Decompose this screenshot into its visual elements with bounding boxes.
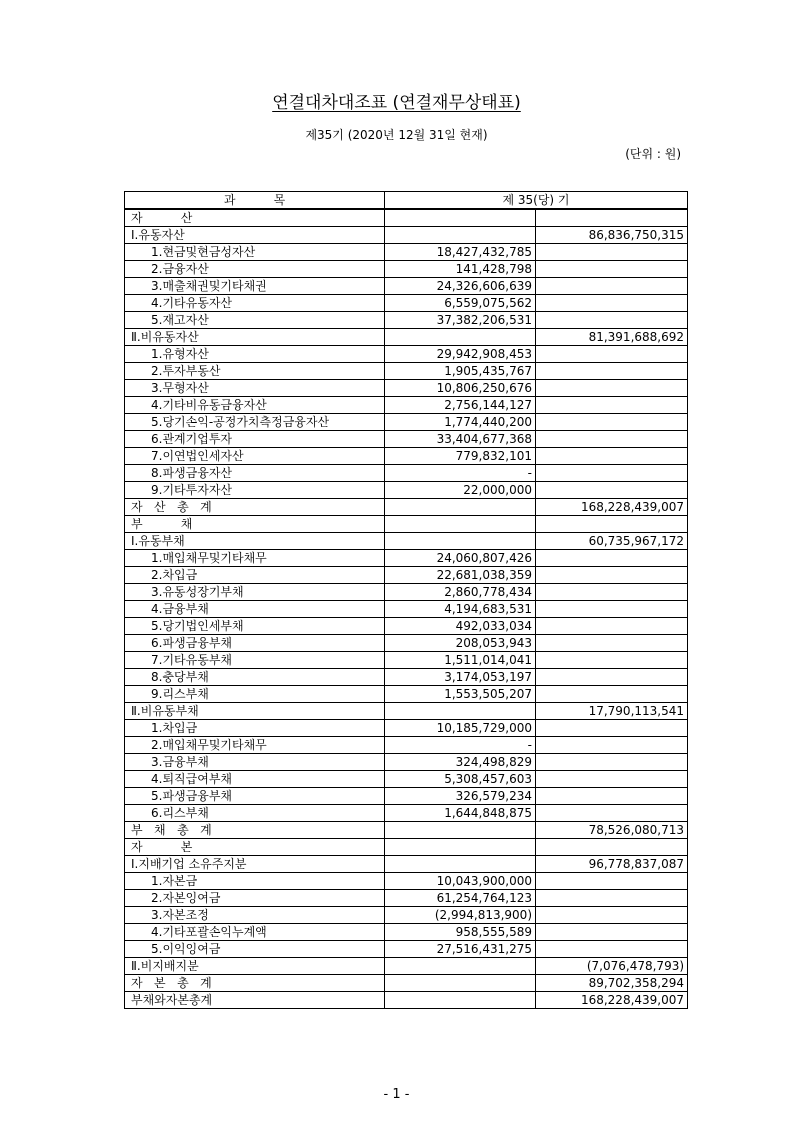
table-row: [125, 941, 688, 958]
account-label: 자 본 총 계: [125, 975, 385, 992]
account-label: 1.매입채무및기타채무: [125, 550, 385, 567]
table-row: [125, 652, 688, 669]
table-row: [125, 618, 688, 635]
account-label: 1.자본금: [125, 873, 385, 890]
account-label: 4.기타비유동금융자산: [125, 397, 385, 414]
table-row: [125, 533, 688, 550]
detail-amount: [385, 839, 536, 856]
detail-amount: 24,326,606,639: [385, 278, 536, 295]
total-amount: [536, 652, 688, 669]
table-row: [125, 890, 688, 907]
table-body: [125, 209, 688, 1009]
total-amount: [536, 244, 688, 261]
account-label: 5.당기법인세부채: [125, 618, 385, 635]
account-label: 6.관계기업투자: [125, 431, 385, 448]
account-label: 3.자본조정: [125, 907, 385, 924]
account-label: 4.금융부채: [125, 601, 385, 618]
detail-amount: 10,043,900,000: [385, 873, 536, 890]
total-amount: 17,790,113,541: [536, 703, 688, 720]
header-period: 제 35(당) 기: [385, 192, 688, 210]
account-label: Ⅰ.지배기업 소유주지분: [125, 856, 385, 873]
detail-amount: [385, 822, 536, 839]
detail-amount: (2,994,813,900): [385, 907, 536, 924]
detail-amount: 326,579,234: [385, 788, 536, 805]
table-header-row: [125, 192, 688, 210]
total-amount: [536, 465, 688, 482]
total-amount: [536, 890, 688, 907]
currency-unit: (단위 : 원): [625, 147, 681, 161]
account-label: 부채와자본총계: [125, 992, 385, 1009]
balance-sheet-table: [124, 191, 688, 1009]
total-amount: [536, 414, 688, 431]
account-label: 4.기타유동자산: [125, 295, 385, 312]
total-amount: [536, 805, 688, 822]
total-amount: [536, 482, 688, 499]
detail-amount: [385, 856, 536, 873]
table-row: [125, 771, 688, 788]
account-label: 3.매출채권및기타채권: [125, 278, 385, 295]
total-amount: 81,391,688,692: [536, 329, 688, 346]
table-row: [125, 329, 688, 346]
table-row: [125, 788, 688, 805]
total-amount: [536, 601, 688, 618]
detail-amount: [385, 975, 536, 992]
total-amount: [536, 788, 688, 805]
table-row: [125, 822, 688, 839]
account-label: 5.재고자산: [125, 312, 385, 329]
account-label: 자 본: [125, 839, 385, 856]
table-row: [125, 567, 688, 584]
total-amount: (7,076,478,793): [536, 958, 688, 975]
table-row: [125, 414, 688, 431]
detail-amount: 1,905,435,767: [385, 363, 536, 380]
detail-amount: 208,053,943: [385, 635, 536, 652]
account-label: 부 채 총 계: [125, 822, 385, 839]
header-item: 과 목: [125, 192, 385, 210]
total-amount: [536, 312, 688, 329]
detail-amount: 1,553,505,207: [385, 686, 536, 703]
total-amount: [536, 431, 688, 448]
detail-amount: 1,644,848,875: [385, 805, 536, 822]
detail-amount: -: [385, 465, 536, 482]
account-label: 2.차입금: [125, 567, 385, 584]
total-amount: [536, 380, 688, 397]
total-amount: [536, 839, 688, 856]
account-label: 6.파생금융부채: [125, 635, 385, 652]
table-row: [125, 669, 688, 686]
detail-amount: 6,559,075,562: [385, 295, 536, 312]
detail-amount: 2,756,144,127: [385, 397, 536, 414]
detail-amount: [385, 533, 536, 550]
document-title: [0, 92, 793, 114]
account-label: 9.기타투자자산: [125, 482, 385, 499]
detail-amount: 4,194,683,531: [385, 601, 536, 618]
detail-amount: 1,511,014,041: [385, 652, 536, 669]
total-amount: [536, 261, 688, 278]
account-label: 2.매입채무및기타채무: [125, 737, 385, 754]
detail-amount: 10,806,250,676: [385, 380, 536, 397]
table-row: [125, 363, 688, 380]
table-row: [125, 380, 688, 397]
detail-amount: [385, 499, 536, 516]
account-label: 1.유형자산: [125, 346, 385, 363]
document-title-text: 연결대차대조표 (연결재무상태표): [272, 93, 521, 113]
detail-amount: [385, 958, 536, 975]
account-label: Ⅱ.비유동자산: [125, 329, 385, 346]
detail-amount: 141,428,798: [385, 261, 536, 278]
account-label: 2.금융자산: [125, 261, 385, 278]
table-row: [125, 720, 688, 737]
table-row: [125, 465, 688, 482]
total-amount: [536, 516, 688, 533]
account-label: 5.당기손익-공정가치측정금융자산: [125, 414, 385, 431]
account-label: 3.무형자산: [125, 380, 385, 397]
total-amount: [536, 567, 688, 584]
account-label: 1.현금및현금성자산: [125, 244, 385, 261]
detail-amount: 324,498,829: [385, 754, 536, 771]
table-row: [125, 312, 688, 329]
detail-amount: 27,516,431,275: [385, 941, 536, 958]
total-amount: [536, 363, 688, 380]
detail-amount: [385, 516, 536, 533]
table-row: [125, 499, 688, 516]
total-amount: [536, 737, 688, 754]
account-label: Ⅱ.비유동부채: [125, 703, 385, 720]
detail-amount: 33,404,677,368: [385, 431, 536, 448]
table-row: [125, 873, 688, 890]
account-label: 8.충당부채: [125, 669, 385, 686]
account-label: 7.기타유동부채: [125, 652, 385, 669]
table-row: [125, 856, 688, 873]
detail-amount: 22,681,038,359: [385, 567, 536, 584]
total-amount: [536, 295, 688, 312]
account-label: 7.이연법인세자산: [125, 448, 385, 465]
table-row: [125, 975, 688, 992]
page-number: - 1 -: [383, 1087, 410, 1102]
total-amount: [536, 635, 688, 652]
table-row: [125, 397, 688, 414]
detail-amount: 24,060,807,426: [385, 550, 536, 567]
total-amount: 60,735,967,172: [536, 533, 688, 550]
total-amount: 96,778,837,087: [536, 856, 688, 873]
total-amount: [536, 278, 688, 295]
table-row: [125, 584, 688, 601]
table-row: [125, 958, 688, 975]
account-label: 3.금융부채: [125, 754, 385, 771]
detail-amount: 1,774,440,200: [385, 414, 536, 431]
table-row: [125, 431, 688, 448]
detail-amount: [385, 227, 536, 244]
total-amount: [536, 346, 688, 363]
total-amount: 168,228,439,007: [536, 499, 688, 516]
detail-amount: [385, 992, 536, 1009]
detail-amount: 3,174,053,197: [385, 669, 536, 686]
total-amount: [536, 550, 688, 567]
total-amount: [536, 771, 688, 788]
detail-amount: 61,254,764,123: [385, 890, 536, 907]
detail-amount: 10,185,729,000: [385, 720, 536, 737]
total-amount: [536, 720, 688, 737]
account-label: 5.파생금융부채: [125, 788, 385, 805]
table-row: [125, 550, 688, 567]
total-amount: [536, 584, 688, 601]
table-row: [125, 209, 688, 227]
total-amount: 78,526,080,713: [536, 822, 688, 839]
total-amount: [536, 924, 688, 941]
detail-amount: 37,382,206,531: [385, 312, 536, 329]
detail-amount: 5,308,457,603: [385, 771, 536, 788]
table-row: [125, 227, 688, 244]
table-row: [125, 737, 688, 754]
account-label: 1.차입금: [125, 720, 385, 737]
table-row: [125, 686, 688, 703]
detail-amount: 22,000,000: [385, 482, 536, 499]
total-amount: 86,836,750,315: [536, 227, 688, 244]
table-row: [125, 754, 688, 771]
detail-amount: 492,033,034: [385, 618, 536, 635]
account-label: 3.유동성장기부채: [125, 584, 385, 601]
total-amount: [536, 754, 688, 771]
table-row: [125, 516, 688, 533]
table-row: [125, 601, 688, 618]
total-amount: [536, 907, 688, 924]
table-row: [125, 635, 688, 652]
table-row: [125, 295, 688, 312]
table-row: [125, 992, 688, 1009]
account-label: 자 산: [125, 209, 385, 227]
table-row: [125, 805, 688, 822]
table-row: [125, 244, 688, 261]
account-label: 2.자본잉여금: [125, 890, 385, 907]
table-row: [125, 703, 688, 720]
total-amount: [536, 209, 688, 227]
table-row: [125, 346, 688, 363]
total-amount: 168,228,439,007: [536, 992, 688, 1009]
period-subtitle: 제35기 (2020년 12월 31일 현재): [305, 128, 488, 142]
account-label: 9.리스부채: [125, 686, 385, 703]
account-label: 2.투자부동산: [125, 363, 385, 380]
table-row: [125, 907, 688, 924]
account-label: 8.파생금융자산: [125, 465, 385, 482]
detail-amount: 779,832,101: [385, 448, 536, 465]
detail-amount: 958,555,589: [385, 924, 536, 941]
detail-amount: 2,860,778,434: [385, 584, 536, 601]
total-amount: [536, 669, 688, 686]
detail-amount: [385, 209, 536, 227]
table-row: [125, 448, 688, 465]
table-row: [125, 839, 688, 856]
total-amount: 89,702,358,294: [536, 975, 688, 992]
detail-amount: -: [385, 737, 536, 754]
detail-amount: [385, 703, 536, 720]
total-amount: [536, 941, 688, 958]
account-label: 6.리스부채: [125, 805, 385, 822]
detail-amount: 18,427,432,785: [385, 244, 536, 261]
account-label: 5.이익잉여금: [125, 941, 385, 958]
table-row: [125, 924, 688, 941]
total-amount: [536, 873, 688, 890]
table-row: [125, 482, 688, 499]
account-label: Ⅰ.유동자산: [125, 227, 385, 244]
detail-amount: 29,942,908,453: [385, 346, 536, 363]
table-row: [125, 261, 688, 278]
account-label: 자 산 총 계: [125, 499, 385, 516]
account-label: 4.기타포괄손익누계액: [125, 924, 385, 941]
account-label: 부 채: [125, 516, 385, 533]
account-label: Ⅰ.유동부채: [125, 533, 385, 550]
total-amount: [536, 397, 688, 414]
total-amount: [536, 686, 688, 703]
table-row: [125, 278, 688, 295]
detail-amount: [385, 329, 536, 346]
total-amount: [536, 618, 688, 635]
account-label: Ⅱ.비지배지분: [125, 958, 385, 975]
total-amount: [536, 448, 688, 465]
account-label: 4.퇴직급여부채: [125, 771, 385, 788]
